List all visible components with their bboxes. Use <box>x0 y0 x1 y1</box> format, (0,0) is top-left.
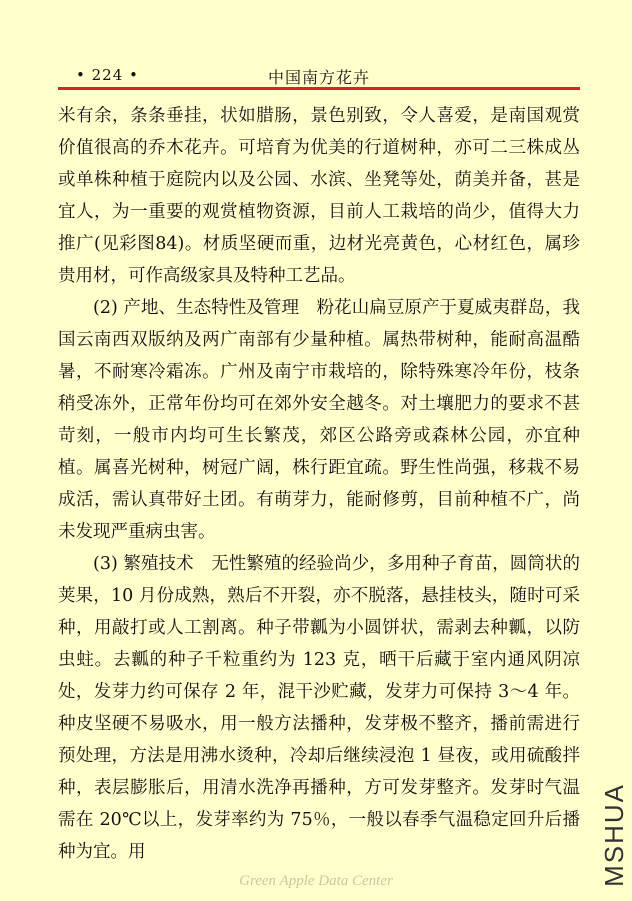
side-watermark: MSHUA <box>599 783 629 887</box>
header-rule <box>58 87 580 90</box>
bottom-watermark: Green Apple Data Center <box>239 873 393 889</box>
paragraph-propagation: (3) 繁殖技术 无性繁殖的经验尚少，多用种子育苗，圆筒状的荚果，10 月份成熟，熟后不开裂，亦不脱落，悬挂枝头，随时可采种，用敲打或人工割离。种子带瓤为小圆饼状，需剥去种瓤，以防虫蛀。去瓤的种子千粒重约为 123 克，晒干后藏于室内通风阴凉处，发芽力约可保存 2 年，混干沙贮藏，发芽力可保持 3～4 年。种皮坚硬不易吸水，用一般方法播种，发芽极不整齐，播前需进行预处理，方法是用沸水烫种，冷却后继续浸泡 1 昼夜，或用硫酸拌种，表层膨胀后，用清水洗净再播种，方可发芽整齐。发芽时气温需在 20℃以上，发芽率约为 75％，一般以春季气温稳定回升后播种为宜。用 <box>58 554 580 862</box>
paragraph-origin-ecology: (2) 产地、生态特性及管理 粉花山扁豆原产于夏威夷群岛，我国云南西双版纳及两广南部有少量种植。属热带树种，能耐高温酷暑，不耐寒冷霜冻。广州及南宁市栽培的，除特殊寒冷年份，枝条稍受冻外，正常年份均可在郊外安全越冬。对土壤肥力的要求不甚苛刻，一般市内均可生长繁茂，郊区公路旁或森林公园，亦宜种植。属喜光树种，树冠广阔，株行距宜疏。野生性尚强，移栽不易成活，需认真带好土团。有萌芽力，能耐修剪，目前种植不广，尚未发现严重病虫害。 <box>58 298 580 542</box>
paragraph-continued: 米有余，条条垂挂，状如腊肠，景色别致，令人喜爱，是南国观赏价值很高的乔木花卉。可培育为优美的行道树种，亦可二三株成丛或单株种植于庭院内以及公园、水滨、坐凳等处，荫美并备，甚是宜人，为一重要的观赏植物资源，目前人工栽培的尚少，值得大力推广(见彩图84)。材质坚硬而重，边材光亮黄色，心材红色，属珍贵用材，可作高级家具及特种工艺品。 <box>58 106 580 286</box>
page-number: • 224 • <box>76 66 139 84</box>
page-header <box>56 64 582 86</box>
body-text <box>58 100 580 868</box>
running-title: 中国南方花卉 <box>267 68 370 87</box>
